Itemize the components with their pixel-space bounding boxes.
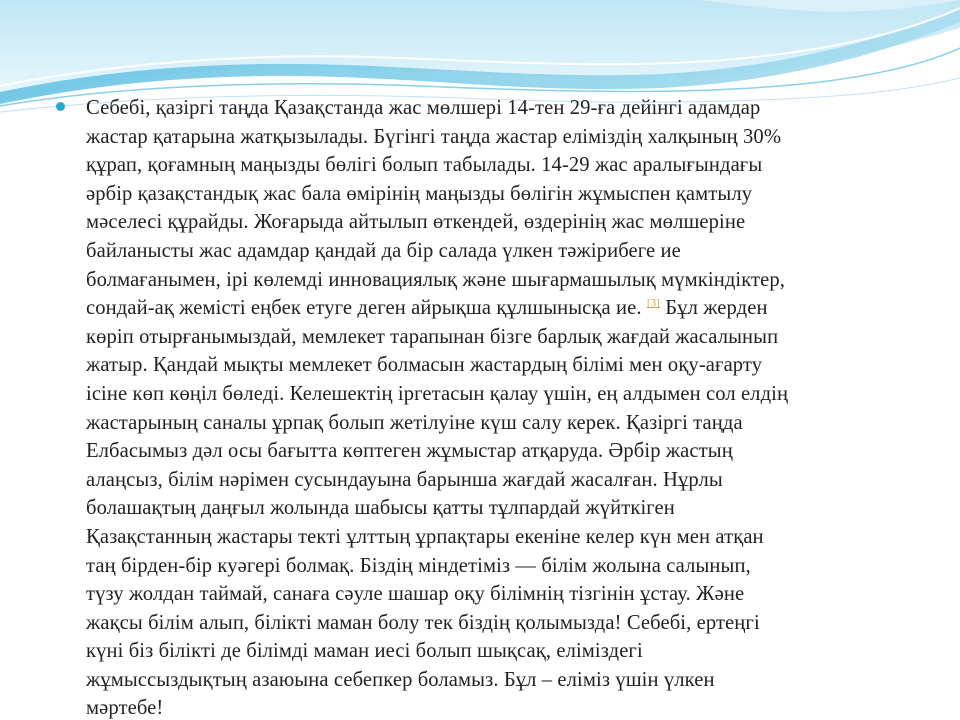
text-line: құрап, қоғамның маңызды бөлігі болып табылады. 14-29 жас аралығындағы: [86, 154, 763, 177]
text-line: Бұл жерден: [665, 297, 768, 320]
text-line: байланысты жас адамдар қандай да бір салада үлкен тәжірибеге ие: [86, 239, 681, 262]
text-line: таң бірден-бір куәгері болмақ. Біздің міндетіміз — білім жолына салынып,: [86, 554, 751, 577]
paragraph: [86, 94, 918, 720]
text-line: жақсы білім алып, білікті маман болу тек біздің қолымызда! Себебі, ертеңгі: [86, 611, 760, 634]
text-line: жастар қатарына жатқызылады. Бүгінгі таңда жастар еліміздің халқының 30%: [86, 125, 782, 148]
text-line: көріп отырғанымыздай, мемлекет тарапынан бізге барлық жағдай жасалынып: [86, 325, 779, 348]
text-line: жұмыссыздықтың азаюына себепкер боламыз. Бұл – еліміз үшін үлкен: [86, 668, 715, 691]
bullet-point: [56, 102, 65, 111]
text-line: жастарының саналы ұрпақ болып жетілуіне күш салу керек. Қазіргі таңда: [86, 411, 743, 434]
text-line: болмағанымен, ірі көлемді инновациялық және шығармашылық мүмкіндіктер,: [86, 268, 786, 291]
text-line: сондай-ақ жемісті еңбек етуге деген айрықша құлшынысқа ие.: [86, 297, 642, 320]
text-line: Елбасымыз дәл осы бағытта көптеген жұмыстар атқаруда. Әрбір жастың: [86, 440, 733, 463]
text-line: болашақтың даңғыл жолында шабысы қатты тұлпардай жүйткіген: [86, 497, 675, 520]
text-line: әрбір қазақстандық жас бала өмірінің маңызды бөлігін жұмыспен қамтылу: [86, 182, 753, 205]
text-line: алаңсыз, білім нәрімен сусындауына барынша жағдай жасалған. Нұрлы: [86, 468, 723, 491]
text-line: Себебі, қазіргі таңда Қазақстанда жас мөлшері 14-тен 29-ға дейінгі адамдар: [86, 97, 761, 119]
text-line: күні біз білікті де білімді маман иесі болып шықсақ, еліміздегі: [86, 640, 643, 663]
text-line: Қазақстанның жастары текті ұлттың ұрпақтары екеніне келер күн мен атқан: [86, 525, 764, 548]
text-line: мәселесі құрайды. Жоғарыда айтылып өткендей, өздерінің жас мөлшеріне: [86, 211, 746, 234]
text-line: жатыр. Қандай мықты мемлекет болмасын жастардың білімі мен оқу-ағарту: [86, 354, 763, 377]
wave-sky: [0, 0, 960, 100]
reference-link[interactable]: [3]: [646, 297, 661, 310]
text-line: түзу жолдан таймай, санаға сәуле шашар оқу білімнің тізгінін ұстау. Және: [86, 583, 745, 606]
slide-content: [56, 94, 918, 720]
text-line: ісіне көп көңіл бөледі. Келешектің іргетасын қалау үшін, ең алдымен сол елдің: [86, 382, 789, 405]
text-line: мәртебе!: [86, 697, 164, 720]
